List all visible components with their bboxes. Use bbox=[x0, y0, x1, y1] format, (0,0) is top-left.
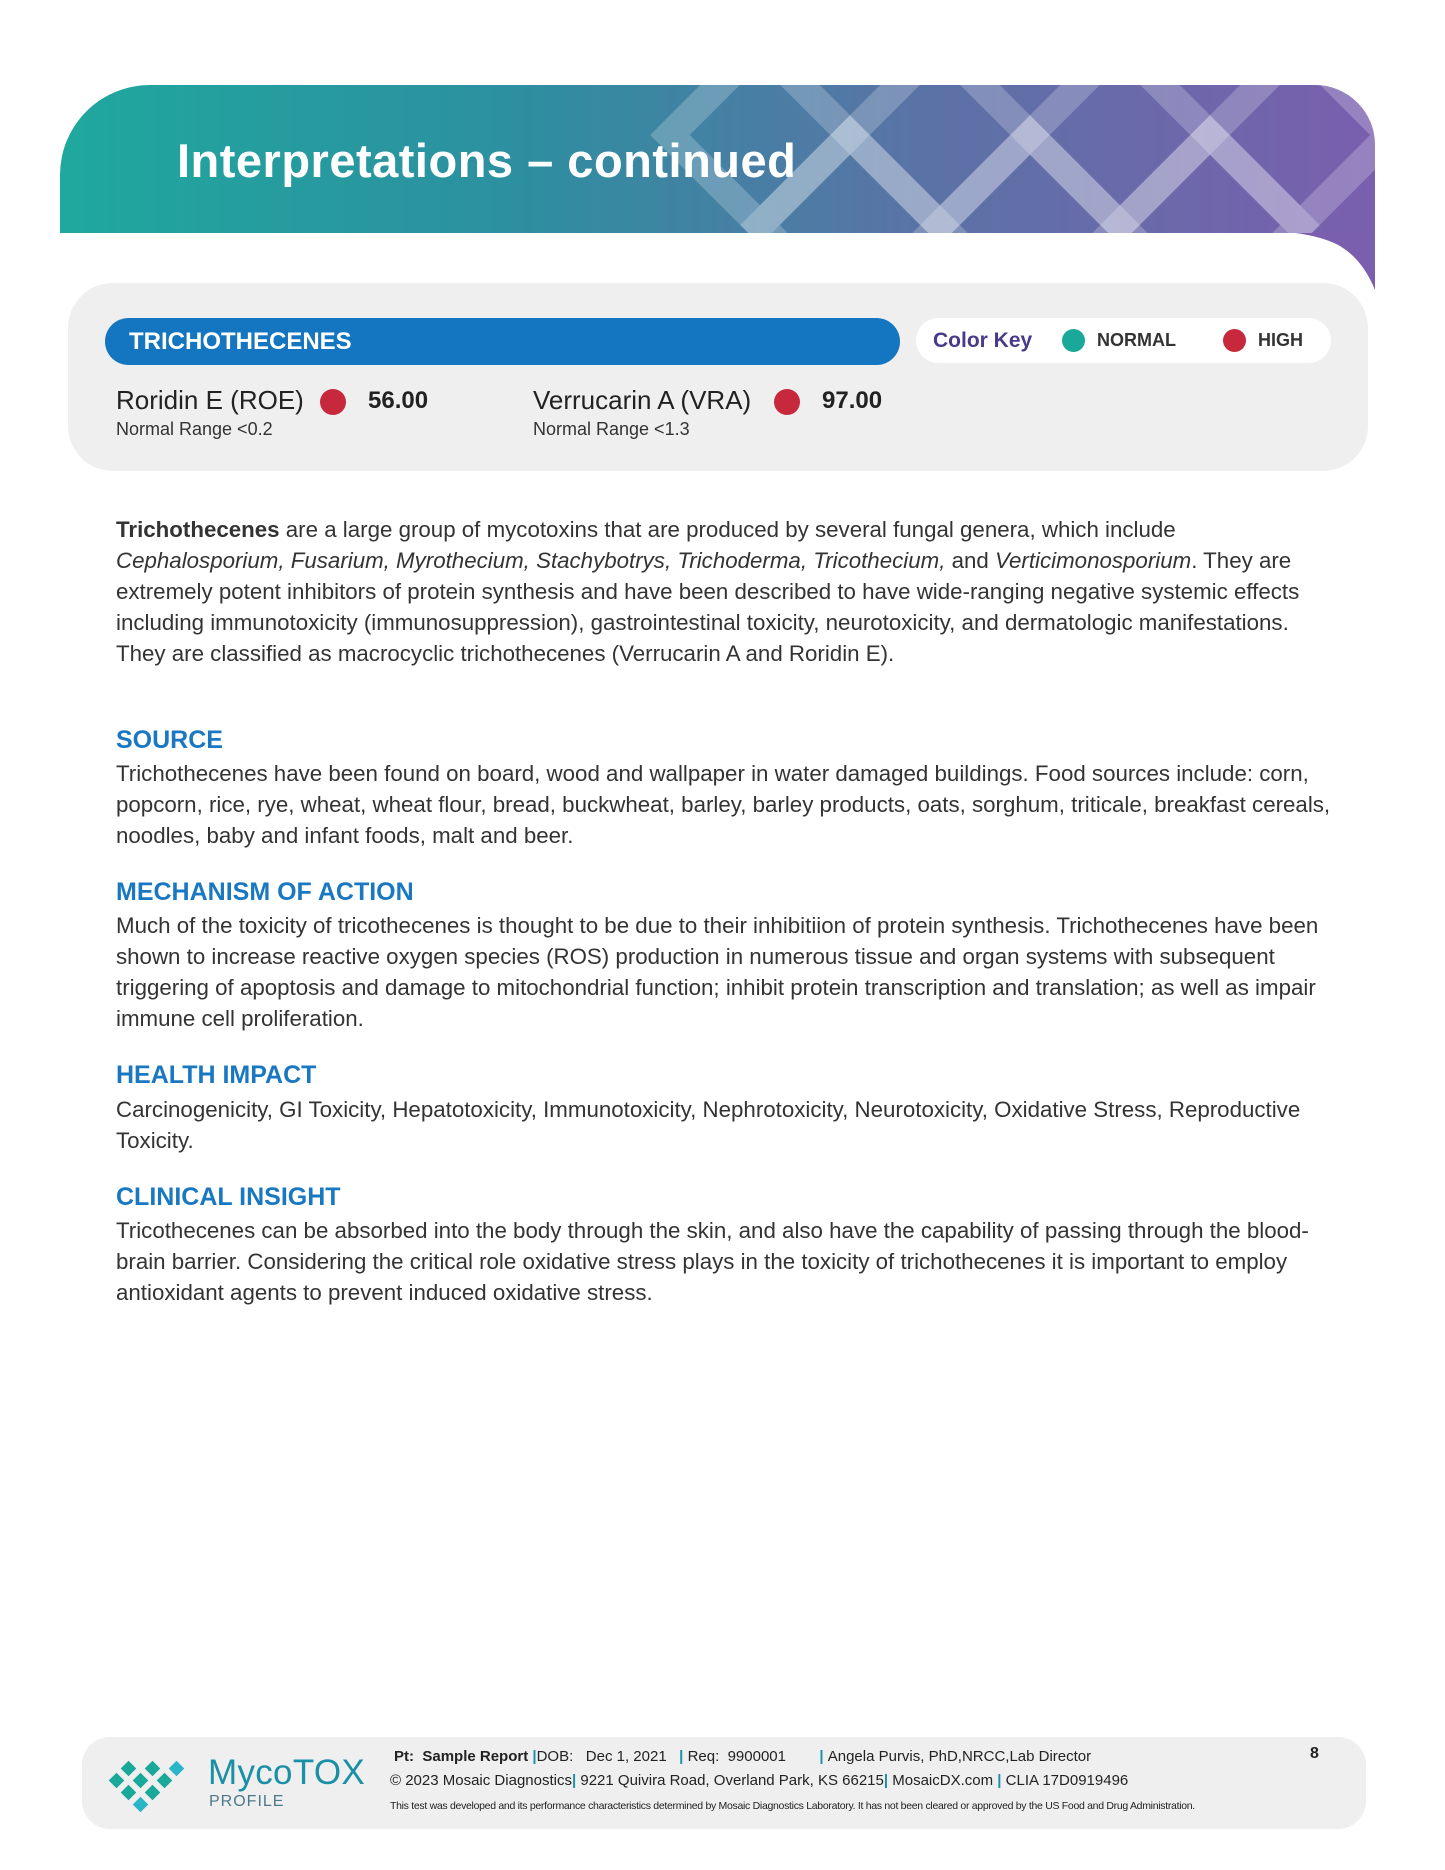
result-normal-range: Normal Range <1.3 bbox=[533, 419, 690, 439]
header-curve bbox=[1296, 200, 1376, 290]
footer-disclaimer: This test was developed and its performance characteristics determined by Mosaic Diagnostics Laboratory. It has not been cleared or approved by the US Food and Drug Administration. bbox=[390, 1800, 1195, 1812]
source-body: Trichothecenes have been found on board, wood and wallpaper in water damaged buildings. Food sources include: corn, popcorn, rice, rye, wheat, wheat flour, bread, buckwheat, barley, barley products, oats, sorghum, triticale, breakfast cereals, noodles, baby and infant foods, malt and beer. bbox=[116, 761, 1331, 848]
copyright: © 2023 Mosaic Diagnostics bbox=[390, 1772, 572, 1789]
footer bbox=[82, 1737, 1366, 1829]
intro-genera: Cephalosporium, Fusarium, Myrothecium, Stachybotrys, Trichoderma, Tricothecium, bbox=[116, 548, 946, 573]
req-value: 9900001 bbox=[727, 1748, 786, 1765]
intro-text-2: . They are extremely potent inhibitors of protein synthesis and have been described to have wide-ranging negative systemic effects including immunotoxicity (immunosuppression), gastrointestinal toxicity, neurotoxicity, and dermatologic manifestations. They are classified as macrocyclic trichothecenes (Verrucarin A and Roridin E). bbox=[116, 548, 1300, 666]
color-key bbox=[916, 318, 1331, 363]
color-key-normal-label: NORMAL bbox=[1097, 330, 1176, 350]
pt-value: Sample Report bbox=[422, 1748, 529, 1765]
clinical-insight-body: Tricothecenes can be absorbed into the body through the skin, and also have the capability of passing through the blood-brain barrier. Considering the critical role oxidative stress plays in the toxicity of trichothecenes it is important to employ antioxidant agents to prevent induced oxidative stress. bbox=[116, 1218, 1309, 1305]
pt-label: Pt: bbox=[394, 1748, 414, 1765]
result-name: Roridin E (ROE) bbox=[116, 385, 304, 415]
website-link[interactable]: MosaicDX.com bbox=[892, 1772, 994, 1789]
section-title-bar: TRICHOTHECENES bbox=[105, 318, 900, 365]
logo-name: MycoTOX bbox=[208, 1753, 366, 1792]
dob-value: Dec 1, 2021 bbox=[585, 1748, 667, 1765]
intro-text-1: are a large group of mycotoxins that are produced by several fungal genera, which include bbox=[279, 517, 1176, 542]
mycotox-logo-icon bbox=[106, 1755, 196, 1815]
clia-number: CLIA 17D0919496 bbox=[1005, 1772, 1129, 1789]
high-status-dot-icon bbox=[774, 389, 800, 415]
intro-paragraph bbox=[116, 514, 1341, 669]
normal-dot-icon bbox=[1062, 329, 1085, 352]
lab-director: Angela Purvis, PhD,NRCC,Lab Director bbox=[827, 1748, 1092, 1765]
intro-and: and bbox=[945, 548, 995, 573]
color-key-high-label: HIGH bbox=[1258, 330, 1303, 350]
result-value: 97.00 bbox=[822, 387, 883, 414]
page-title: Interpretations – continued bbox=[177, 134, 797, 187]
result-value: 56.00 bbox=[368, 387, 429, 414]
page-number: 8 bbox=[1310, 1745, 1319, 1762]
health-impact-heading: HEALTH IMPACT bbox=[116, 1061, 317, 1089]
color-key-title: Color Key bbox=[933, 329, 1033, 352]
intro-term: Trichothecenes bbox=[116, 517, 280, 542]
result-name: Verrucarin A (VRA) bbox=[533, 385, 752, 415]
mechanism-heading: MECHANISM OF ACTION bbox=[116, 878, 414, 906]
intro-last-genus: Verticimonosporium bbox=[994, 548, 1192, 573]
result-normal-range: Normal Range <0.2 bbox=[116, 419, 273, 439]
address: 9221 Quivira Road, Overland Park, KS 66215 bbox=[580, 1772, 884, 1789]
header-banner bbox=[60, 85, 1375, 233]
clinical-insight-heading: CLINICAL INSIGHT bbox=[116, 1183, 341, 1211]
health-impact-body: Carcinogenicity, GI Toxicity, Hepatotoxicity, Immunotoxicity, Nephrotoxicity, Neurotoxicity, Oxidative Stress, Reproductive Toxicity. bbox=[116, 1097, 1301, 1153]
dob-label: DOB: bbox=[536, 1748, 574, 1765]
mechanism-body: Much of the toxicity of tricothecenes is thought to be due to their inhibitiion of protein synthesis. Trichothecenes have been shown to increase reactive oxygen species (ROS) production in numerous tissue and organ systems with subsequent triggering of apoptosis and damage to mitochondrial function; inhibit protein transcription and translation; as well as impair immune cell proliferation. bbox=[116, 913, 1319, 1031]
high-status-dot-icon bbox=[320, 389, 346, 415]
logo-subtitle: PROFILE bbox=[209, 1793, 285, 1810]
source-heading: SOURCE bbox=[116, 726, 223, 754]
results-panel bbox=[68, 283, 1368, 471]
high-dot-icon bbox=[1223, 329, 1246, 352]
footer-patient-line: Pt: Sample Report |DOB: Dec 1, 2021 | Req: 9900001 | Angela Purvis, PhD,NRCC,Lab Director bbox=[394, 1748, 1092, 1765]
req-label: Req: bbox=[687, 1748, 720, 1765]
footer-address-line: © 2023 Mosaic Diagnostics| 9221 Quivira Road, Overland Park, KS 66215| MosaicDX.com | CLIA 17D0919496 bbox=[390, 1772, 1129, 1789]
